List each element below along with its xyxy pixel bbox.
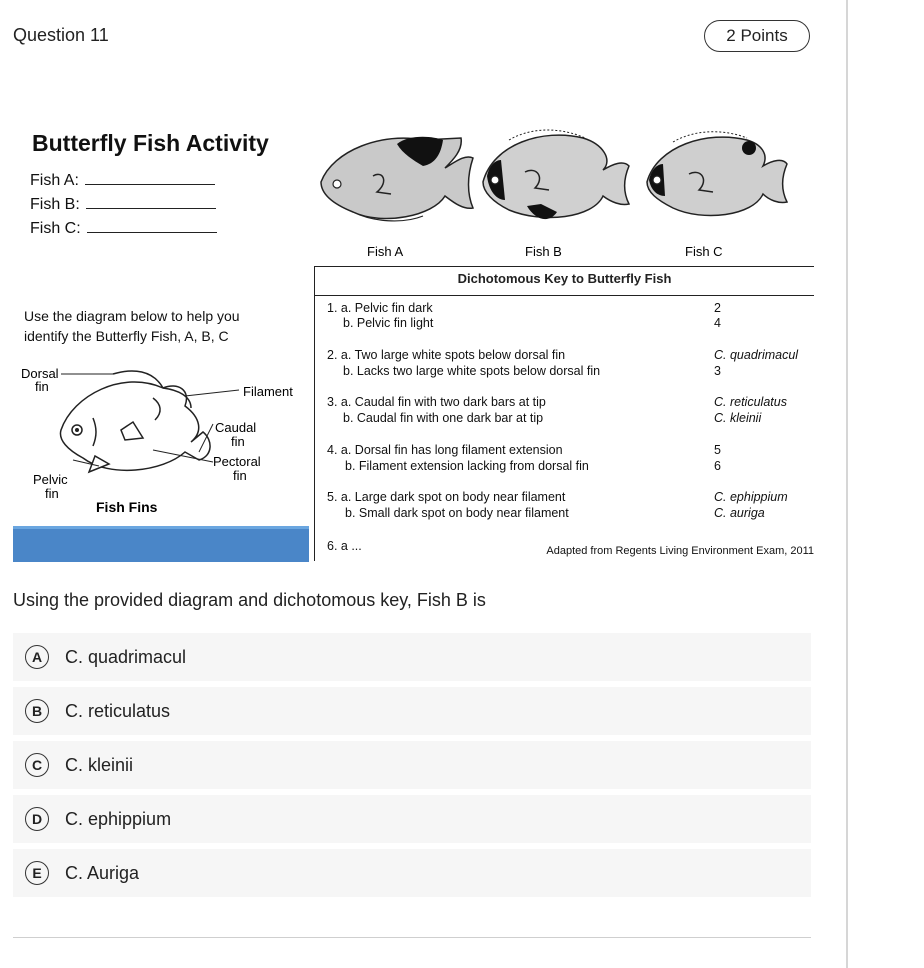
key-row-6-truncated: 6. a ... [327,539,362,553]
option-a[interactable] [13,633,811,681]
option-letter-c: C [25,753,49,777]
option-text-c: C. kleinii [65,754,134,775]
question-title: Question 11 [13,25,109,45]
label-pectoral-fin: fin [233,468,247,483]
points-badge: 2 Points [704,20,810,52]
option-text-b: C. reticulatus [65,700,171,721]
fish-c-illustration [647,132,787,259]
option-text-a: C. quadrimacul [65,646,187,667]
key-row-3b-result: C. kleinii [714,411,762,425]
key-row-5a-result: C. ephippium [714,490,788,504]
right-divider [846,0,848,968]
key-row-5b-result: C. auriga [714,506,765,520]
option-letter-e: E [25,861,49,885]
key-row-5a: 5. a. Large dark spot on body near filament [327,490,566,504]
key-row-4a-result: 5 [714,443,721,457]
fish-a-blank: Fish A: [30,170,215,190]
option-letter-a: A [25,645,49,669]
key-row-2a-result: C. quadrimacul [714,348,799,362]
option-letter-d: D [25,807,49,831]
label-pelvic-fin: fin [45,486,59,501]
label-caudal-fin: fin [231,434,245,449]
key-title: Dichotomous Key to Butterfly Fish [457,271,672,286]
fish-c-label: Fish C [685,244,723,259]
label-pectoral: Pectoral [213,454,261,469]
dichotomous-key [314,266,814,561]
option-b[interactable] [13,687,811,735]
fish-a-label: Fish A [367,244,404,259]
fish-c-blank: Fish C: [30,218,217,238]
key-row-1b: b. Pelvic fin light [343,316,434,330]
fish-illustrations [313,120,813,266]
key-row-2b-result: 3 [714,364,721,378]
key-row-5b: b. Small dark spot on body near filament [345,506,569,520]
key-row-1a-result: 2 [714,301,721,315]
key-row-3b: b. Caudal fin with one dark bar at tip [343,411,544,425]
key-row-1a: 1. a. Pelvic fin dark [327,301,433,315]
blue-banner [13,526,309,562]
label-pelvic: Pelvic [33,472,68,487]
option-text-d: C. ephippium [65,808,172,829]
fish-b-illustration [483,130,629,259]
fish-a-illustration [321,137,473,259]
fish-fins-diagram [13,360,309,520]
fish-b-blank: Fish B: [30,194,216,214]
label-filament: Filament [243,384,293,399]
option-c[interactable] [13,741,811,789]
option-d[interactable] [13,795,811,843]
question-prompt: Using the provided diagram and dichotomous key, Fish B is [13,590,486,610]
option-text-e: C. Auriga [65,862,140,883]
key-row-1b-result: 4 [714,316,721,330]
instruction-text: Use the diagram below to help you identify the Butterfly Fish, A, B, C [24,308,240,344]
key-row-2b: b. Lacks two large white spots below dorsal fin [343,364,601,378]
fish-fins-caption: Fish Fins [96,499,158,515]
label-caudal: Caudal [215,420,257,435]
key-row-2a: 2. a. Two large white spots below dorsal fin [327,348,566,362]
label-dorsal-fin: fin [35,379,49,394]
key-row-4a: 4. a. Dorsal fin has long filament extension [327,443,563,457]
option-e[interactable] [13,849,811,897]
bottom-divider [13,937,811,938]
option-letter-b: B [25,699,49,723]
key-row-3a-result: C. reticulatus [714,395,787,409]
key-row-4b: b. Filament extension lacking from dorsal fin [345,459,589,473]
worksheet-title: Butterfly Fish Activity [32,130,269,156]
key-row-4b-result: 6 [714,459,721,473]
key-source: Adapted from Regents Living Environment Exam, 2011 [546,545,814,557]
key-row-3a: 3. a. Caudal fin with two dark bars at tip [327,395,546,409]
worksheet-image [13,120,813,560]
fish-b-label: Fish B [525,244,562,259]
label-dorsal: Dorsal [21,366,59,381]
